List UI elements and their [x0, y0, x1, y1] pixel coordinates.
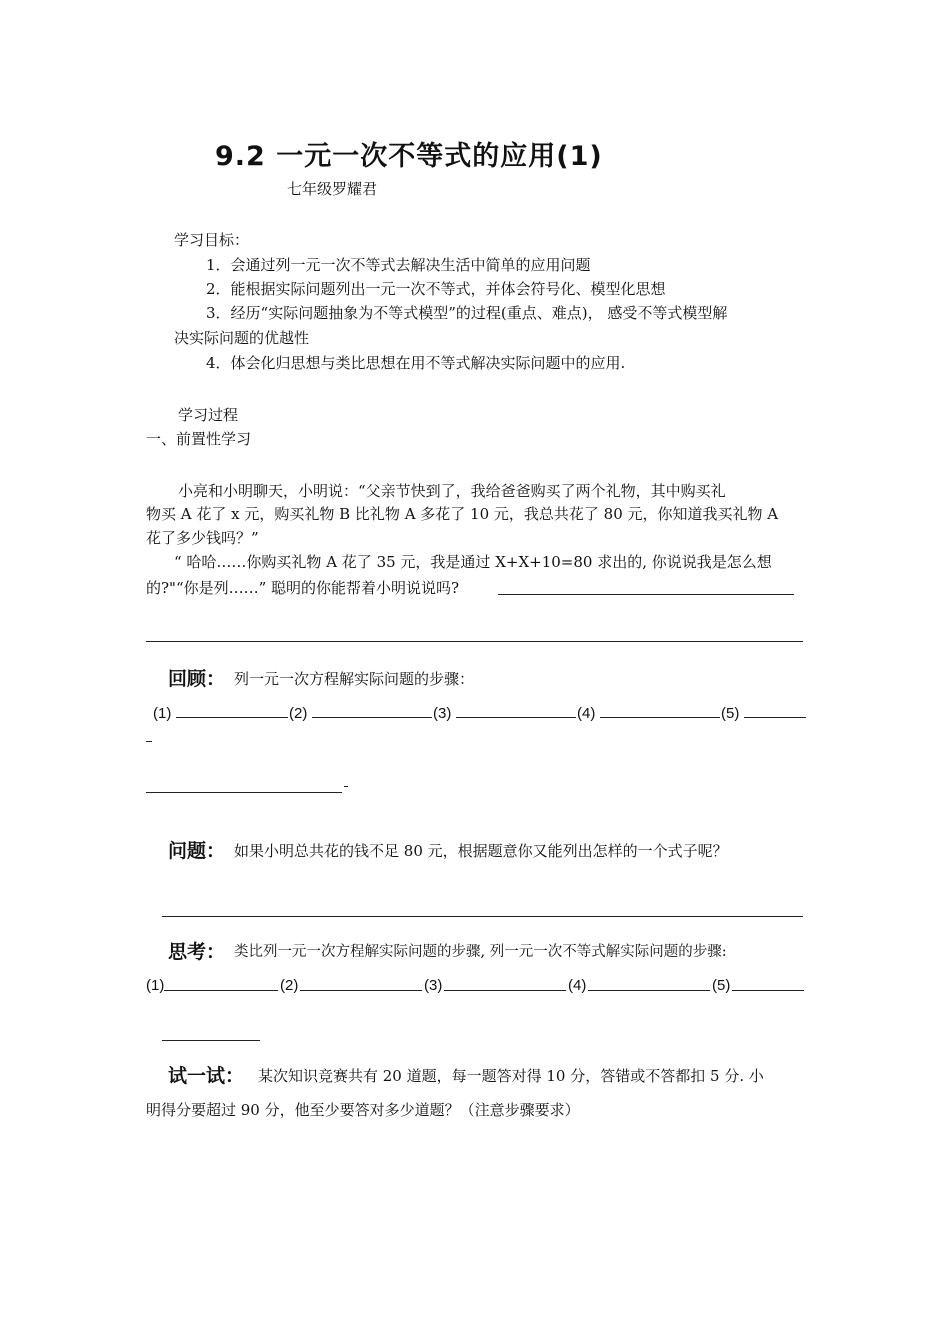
step-blank[interactable]	[164, 990, 278, 991]
objective-item: 1．会通过列一元一次不等式去解决生活中简单的应用问题	[206, 256, 591, 274]
step-blank[interactable]	[146, 792, 342, 793]
review-label: 回顾：	[168, 668, 226, 690]
story-line: 小亮和小明聊天，小明说：“父亲节快到了，我给爸爸购买了两个礼物，其中购买礼	[178, 482, 726, 500]
step-label: (4)	[577, 705, 596, 722]
answer-blank[interactable]	[498, 594, 794, 595]
step-label: (3)	[424, 977, 443, 994]
objectives-heading: 学习目标：	[174, 231, 250, 249]
answer-blank[interactable]	[146, 641, 803, 642]
step-blank[interactable]	[732, 990, 804, 991]
step-label: (4)	[568, 977, 587, 994]
question-text: 如果小明总共花的钱不足 80 元，根据题意你又能列出怎样的一个式子呢？	[234, 842, 728, 860]
objective-item: 3．经历“实际问题抽象为不等式模型”的过程(重点、难点)， 感受不等式模型解	[206, 304, 728, 322]
step-blank[interactable]	[146, 741, 152, 742]
step-blank[interactable]	[456, 717, 576, 718]
step-blank[interactable]	[344, 786, 348, 787]
objective-item: 2．能根据实际问题列出一元一次不等式，并体会符号化、模型化思想	[206, 280, 666, 298]
think-text: 类比列一元一次方程解实际问题的步骤, 列一元一次不等式解实际问题的步骤:	[234, 944, 727, 960]
step-label: (5)	[712, 977, 731, 994]
section-heading: 一、前置性学习	[146, 430, 252, 448]
try-text: 某次知识竞赛共有 20 道题，每一题答对得 10 分，答错或不答都扣 5 分. 小	[258, 1067, 764, 1085]
step-blank[interactable]	[600, 717, 720, 718]
step-label: (5)	[721, 705, 740, 722]
review-text: 列一元一次方程解实际问题的步骤：	[234, 670, 475, 688]
step-blank[interactable]	[176, 717, 288, 718]
step-blank[interactable]	[300, 990, 422, 991]
objective-item: 4．体会化归思想与类比思想在用不等式解决实际问题中的应用.	[206, 354, 626, 372]
story-line: 物买 A 花了 x 元，购买礼物 B 比礼物 A 多花了 10 元，我总共花了 80 元，你知道我买礼物 A	[146, 505, 779, 523]
step-label: (1)	[153, 705, 172, 722]
author: 七年级罗耀君	[287, 180, 378, 198]
objective-item: 决实际问题的优越性	[174, 329, 310, 347]
step-blank[interactable]	[744, 717, 806, 718]
step-blank[interactable]	[162, 1040, 260, 1041]
page-title: 9.2 一元一次不等式的应用(1)	[215, 141, 603, 172]
story-line: 的?"“你是列……” 聪明的你能帮着小明说说吗?	[146, 579, 460, 597]
story-line: “ 哈哈……你购买礼物 A 花了 35 元，我是通过 X+X+10=80 求出的, 你说说我是怎么想	[174, 553, 772, 571]
step-blank[interactable]	[588, 990, 710, 991]
step-label: (1)	[146, 977, 165, 994]
step-blank[interactable]	[444, 990, 566, 991]
step-label: (3)	[433, 705, 452, 722]
question-label: 问题：	[168, 840, 226, 862]
try-text: 明得分要超过 90 分，他至少要答对多少道题？（注意步骤要求）	[146, 1101, 580, 1119]
answer-blank[interactable]	[162, 916, 803, 917]
step-label: (2)	[280, 977, 299, 994]
try-label: 试一试：	[168, 1065, 245, 1087]
process-heading: 学习过程	[178, 406, 239, 424]
step-label: (2)	[289, 705, 308, 722]
think-label: 思考：	[168, 941, 226, 963]
story-line: 花了多少钱吗？”	[146, 529, 259, 547]
step-blank[interactable]	[312, 717, 432, 718]
